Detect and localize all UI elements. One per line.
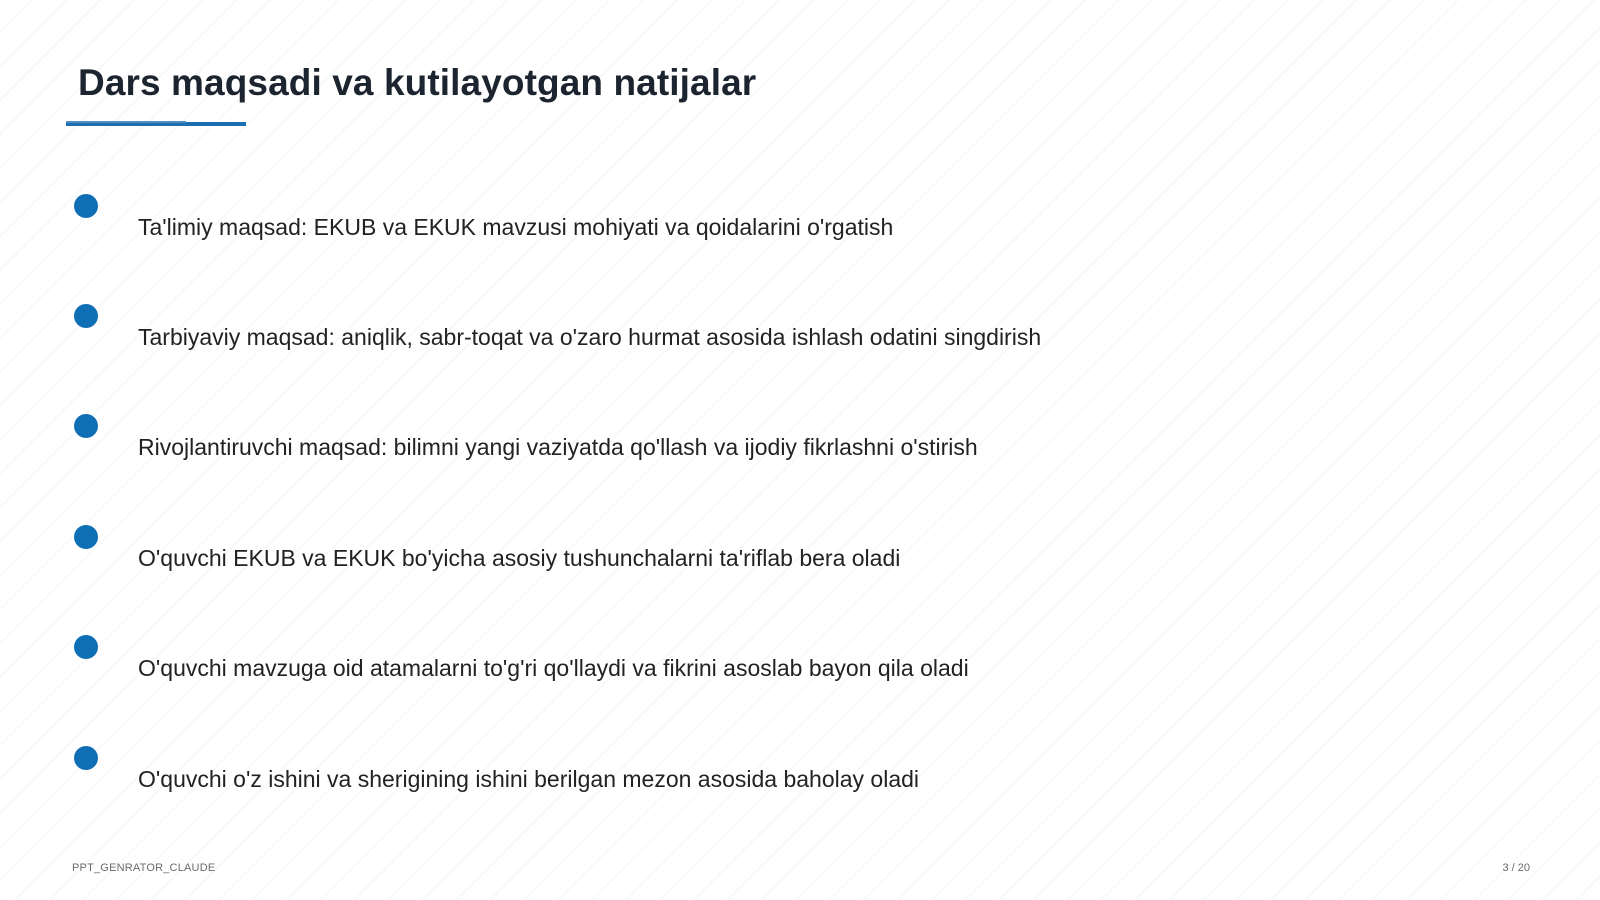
bullet-dot-icon xyxy=(74,525,98,549)
bullet-item xyxy=(0,414,1600,474)
page-indicator: 3 / 20 xyxy=(1502,862,1530,874)
bullet-text: O'quvchi mavzuga oid atamalarni to'g'ri qo'llaydi va fikrini asoslab bayon qila oladi xyxy=(138,655,969,681)
bullet-text: Tarbiyaviy maqsad: aniqlik, sabr-toqat va o'zaro hurmat asosida ishlash odatini singdirish xyxy=(138,324,1042,350)
bullet-item xyxy=(0,746,1600,806)
bullet-dot-icon xyxy=(74,746,98,770)
bullet-item xyxy=(0,635,1600,695)
bullet-dot-icon xyxy=(74,194,98,218)
bullet-dot-icon xyxy=(74,414,98,438)
bullet-item xyxy=(0,525,1600,585)
bullet-text: Rivojlantiruvchi maqsad: bilimni yangi vaziyatda qo'llash va ijodiy fikrlashni o'stirish xyxy=(138,434,978,460)
bullet-text: Ta'limiy maqsad: EKUB va EKUK mavzusi mohiyati va qoidalarini o'rgatish xyxy=(138,214,894,240)
bullet-text: O'quvchi EKUB va EKUK bo'yicha asosiy tushunchalarni ta'riflab bera oladi xyxy=(138,545,901,571)
bullet-text: O'quvchi o'z ishini va sherigining ishini berilgan mezon asosida baholay oladi xyxy=(138,766,920,792)
footer-generator-label: PPT_GENRATOR_CLAUDE xyxy=(72,862,216,874)
slide-title: Dars maqsadi va kutilayotgan natijalar xyxy=(78,62,757,103)
bullet-item xyxy=(0,304,1600,364)
bullet-dot-icon xyxy=(74,635,98,659)
bullet-item xyxy=(0,194,1600,254)
bullet-dot-icon xyxy=(74,304,98,328)
